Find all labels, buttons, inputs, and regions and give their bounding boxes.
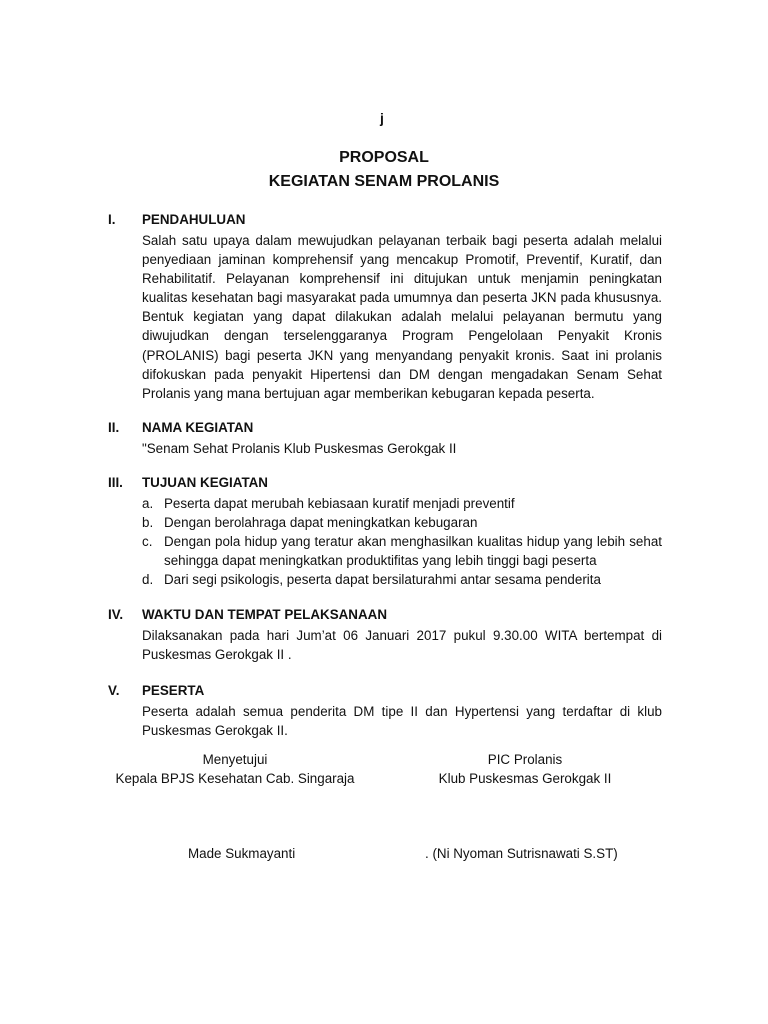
section-list xyxy=(142,494,662,589)
section-heading: PESERTA xyxy=(142,683,205,698)
list-item-text: Dari segi psikologis, peserta dapat bersilaturahmi antar sesama penderita xyxy=(164,572,601,588)
section-text: Dilaksanakan pada hari Jum’at 06 Januari 2017 pukul 9.30.00 WITA bertempat di Puskesmas Gerokgak II . xyxy=(142,628,662,663)
section-number: III. xyxy=(108,475,123,490)
section-heading: TUJUAN KEGIATAN xyxy=(142,475,268,490)
list-item xyxy=(142,513,662,532)
signature-block-left xyxy=(100,750,370,788)
list-letter: c. xyxy=(142,534,153,550)
signature-label: Menyetujui xyxy=(202,752,268,767)
signatory-name-left: Made Sukmayanti xyxy=(188,846,296,861)
document-subtitle: KEGIATAN SENAM PROLANIS xyxy=(268,173,500,190)
stray-mark: j xyxy=(380,110,384,126)
signatory-name-right: . (Ni Nyoman Sutrisnawati S.ST) xyxy=(425,846,618,861)
list-item xyxy=(142,532,662,570)
section-number: I. xyxy=(108,212,116,227)
section-number: IV. xyxy=(108,607,124,622)
list-item-text: Dengan pola hidup yang teratur akan menghasilkan kualitas hidup yang lebih sehat sehingga dapat meningkatkan produktifitas yang lebih tinggi bagi peserta xyxy=(164,534,662,569)
section-heading: WAKTU DAN TEMPAT PELAKSANAAN xyxy=(142,607,387,622)
document-title: PROPOSAL xyxy=(339,149,429,166)
section-text: "Senam Sehat Prolanis Klub Puskesmas Gerokgak II xyxy=(142,441,457,456)
signature-role: Kepala BPJS Kesehatan Cab. Singaraja xyxy=(115,771,355,786)
list-letter: a. xyxy=(142,496,154,511)
list-letter: b. xyxy=(142,515,154,531)
signature-label: PIC Prolanis xyxy=(487,752,563,767)
list-item-text: Peserta dapat merubah kebiasaan kuratif menjadi preventif xyxy=(164,496,515,511)
section-number: II. xyxy=(108,420,120,435)
list-item xyxy=(142,570,662,589)
list-item xyxy=(142,494,662,513)
list-letter: d. xyxy=(142,572,154,588)
section-number: V. xyxy=(108,683,120,698)
section-text: Peserta adalah semua penderita DM tipe II dan Hypertensi yang terdaftar di klub Puskesmas Gerokgak II. xyxy=(142,704,662,739)
section-text: Salah satu upaya dalam mewujudkan pelayanan terbaik bagi peserta adalah melalui penyediaan jaminan komprehensif yang mencakup Promotif, Preventif, Kuratif, dan Rehabilitatif. Pelayanan komprehensif ini ditujukan untuk menjamin peningkatan kualitas kesehatan bagi masyarakat pada umumnya dan peserta JKN pada khususnya. Bentuk kegiatan yang dapat dilakukan adalah melalui pelayanan bermutu yang diwujudkan dengan terselenggaranya Program Pengelolaan Penyakit Kronis (PROLANIS) bagi peserta JKN yang menyandang penyakit kronis. Saat ini prolanis difokuskan pada penyakit Hipertensi dan DM dengan mengadakan Senam Sehat Prolanis yang mana bertujuan agar memberikan kebugaran kepada peserta. xyxy=(142,233,662,401)
section-heading: PENDAHULUAN xyxy=(142,212,246,227)
section-heading: NAMA KEGIATAN xyxy=(142,420,254,435)
list-item-text: Dengan berolahraga dapat meningkatkan kebugaran xyxy=(164,515,478,531)
signature-block-right xyxy=(390,750,660,788)
signature-role: Klub Puskesmas Gerokgak II xyxy=(438,771,612,786)
